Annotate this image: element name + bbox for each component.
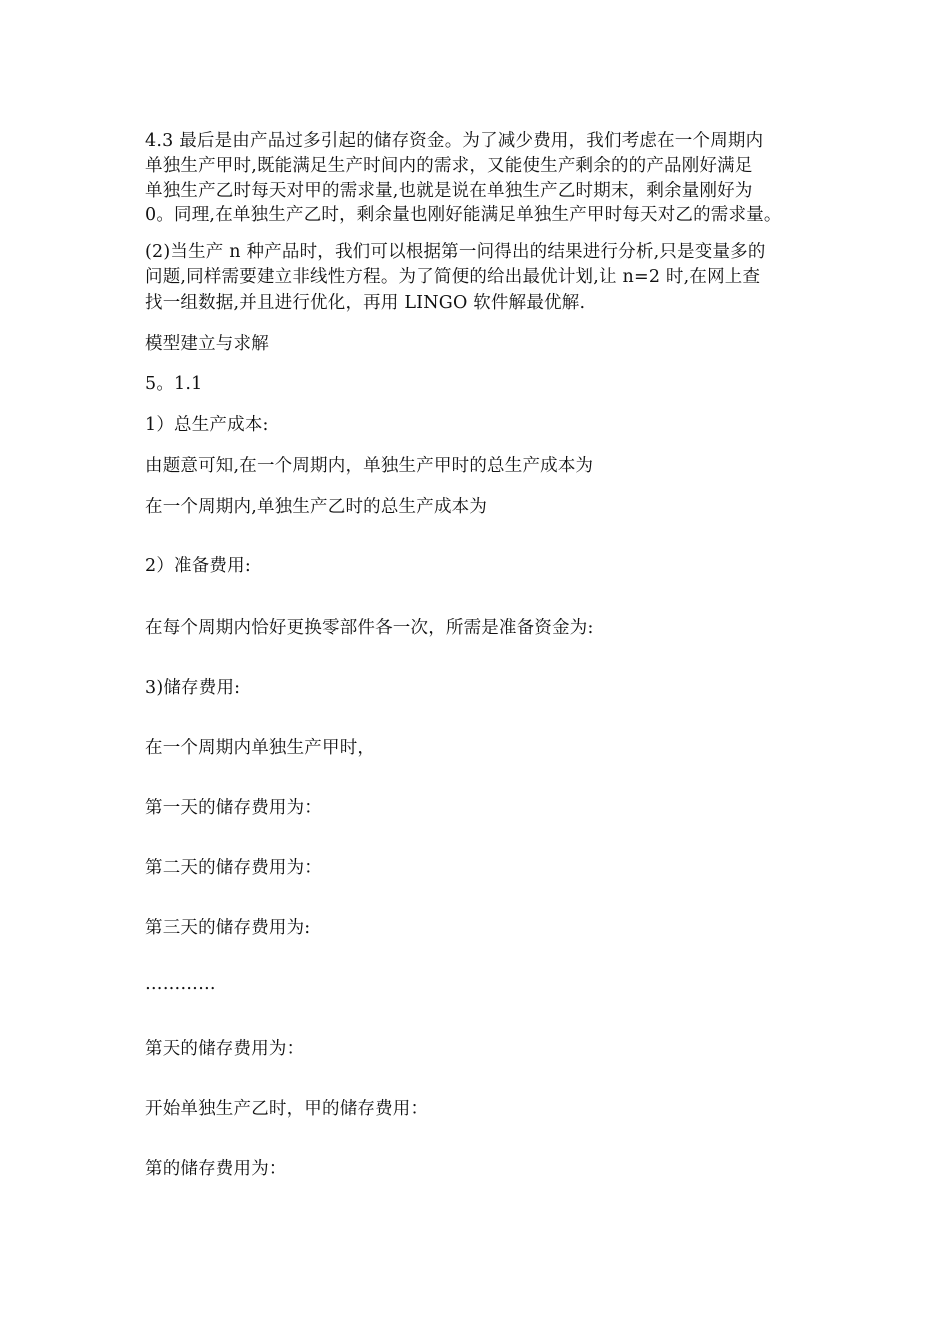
- last-line: 第的储存费用为：: [145, 1159, 287, 1179]
- switch-text: 开始单独生产乙时，甲的储存费用：: [145, 1099, 429, 1119]
- item1-text1: 由题意可知,在一个周期内，单独生产甲时的总生产成本为: [145, 456, 594, 476]
- paragraph-2-line-1: (2)当生产 n 种产品时，我们可以根据第一问得出的结果进行分析,只是变量多的: [145, 242, 766, 262]
- paragraph-4-3-line-2: 单独生产甲时,既能满足生产时间内的需求，又能使生产剩余的的产品刚好满足: [145, 156, 753, 176]
- section-number: 5。1.1: [145, 374, 203, 394]
- heading-model: 模型建立与求解: [145, 334, 269, 354]
- day3-storage: 第三天的储存费用为:: [145, 918, 311, 938]
- paragraph-2-line-2: 问题,同样需要建立非线性方程。为了简便的给出最优计划,让 n=2 时,在网上查: [145, 267, 761, 287]
- paragraph-2-line-3: 找一组数据,并且进行优化，再用 LINGO 软件解最优解.: [145, 293, 586, 313]
- paragraph-4-3-line-4: 0。同理,在单独生产乙时，剩余量也刚好能满足单独生产甲时每天对乙的需求量。: [145, 205, 782, 225]
- item1-text2: 在一个周期内,单独生产乙时的总生产成本为: [145, 497, 488, 517]
- day2-storage: 第二天的储存费用为：: [145, 858, 322, 878]
- item1-title: 1）总生产成本:: [145, 415, 269, 435]
- ellipsis: …………: [145, 974, 216, 994]
- item3-text: 在一个周期内单独生产甲时，: [145, 738, 376, 758]
- item2-title: 2）准备费用:: [145, 556, 251, 576]
- item3-title: 3)储存费用:: [145, 678, 241, 698]
- paragraph-4-3-line-3: 单独生产乙时每天对甲的需求量,也就是说在单独生产乙时期末，剩余量刚好为: [145, 181, 753, 201]
- paragraph-4-3-line-1: 4.3 最后是由产品过多引起的储存资金。为了减少费用，我们考虑在一个周期内: [145, 131, 764, 151]
- day1-storage: 第一天的储存费用为：: [145, 798, 322, 818]
- day-n-storage: 第天的储存费用为：: [145, 1039, 305, 1059]
- item2-text: 在每个周期内恰好更换零部件各一次，所需是准备资金为:: [145, 618, 594, 638]
